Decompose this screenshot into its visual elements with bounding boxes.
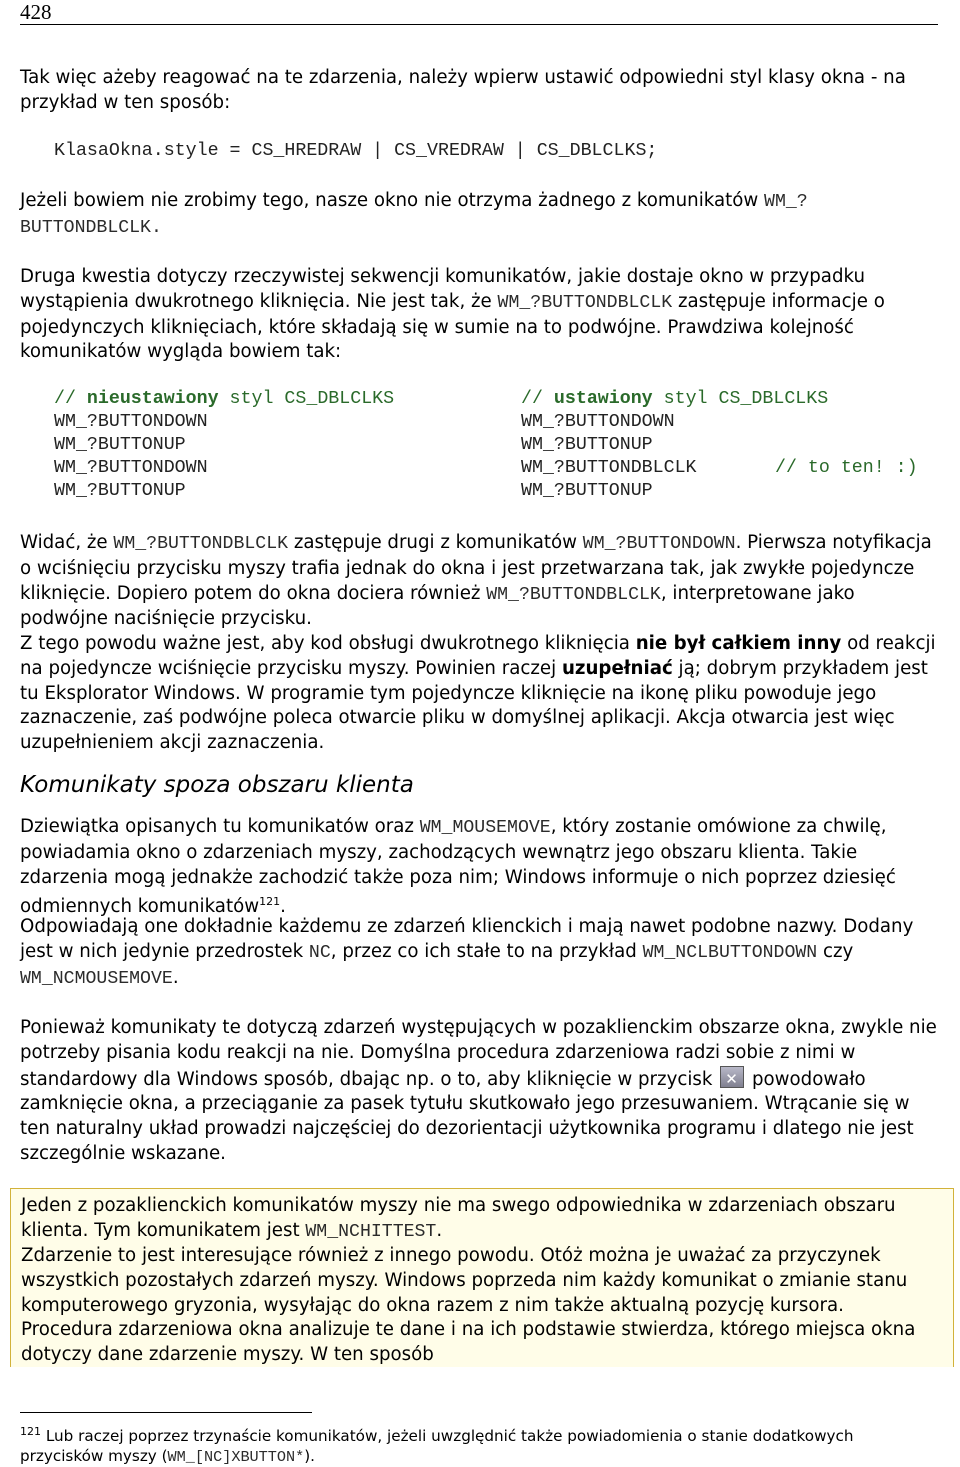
p4-b: zastępuje drugi z komunikatów — [288, 532, 583, 553]
note-paragraph-2: Zdarzenie to jest interesujące również z innego powodu. Otóż można je uważać za przyczynek wszystkich pozostałych zdarzeń myszy. Windows poprzeda nim każdy komunikat o zmianie stanu komputerowego gryzonia, wysyłając do okna razem z nim także aktualną pozycję kursora. Procedura zdarzeniowa okna analizuje te dane i na ich podstawie stwierdza, którego miejsca okna dotyczy dane zdarzenie myszy. W ten sposób — [21, 1245, 916, 1366]
footnote-b: ). — [304, 1447, 316, 1466]
p6-c: . — [280, 896, 286, 918]
code-left-line: WM_?BUTTONDOWN — [54, 412, 208, 432]
p7-code-1: NC — [308, 942, 331, 963]
p4-code-2: WM_?BUTTONDOWN — [582, 534, 736, 554]
header-rule — [20, 24, 938, 25]
paragraph-nonclient-intro — [20, 815, 940, 920]
footnote-code: WM_[NC]XBUTTON* — [167, 1448, 305, 1467]
p7-code-3: WM_NCMOUSEMOVE — [20, 968, 173, 989]
paragraph-nc-prefix — [20, 915, 940, 991]
p7-code-2: WM_NCLBUTTONDOWN — [642, 942, 818, 963]
p8-a: Ponieważ komunikaty te dotyczą zdarzeń występujących w pozaklienckim obszarze okna, zwykle nie potrzeby pisania kodu reakcji na nie. Domyślna procedura zdarzeniowa radzi sobie z nimi w standardowy dla Windows sposób, dbając np. o to, aby kliknięcie w przycisk — [20, 1017, 937, 1090]
p4-d: , interpretowane jako podwójne naciśnięcie przycisku. — [20, 582, 855, 630]
code-style-line: KlasaOkna.style = CS_HREDRAW | CS_VREDRAW | CS_DBLCLKS; — [54, 141, 658, 161]
note-box — [10, 1188, 954, 1367]
p5-bold-2: uzupełniać — [561, 657, 673, 679]
code-right-comment-suffix: styl CS_DBLCLKS — [652, 389, 829, 409]
footnote-a: Lub raczej poprzez trzynaście komunikatów, jeżeli uwzględnić także powiadomienia o stanie dodatkowych przycisków myszy ( — [20, 1427, 854, 1466]
p7-a: Odpowiadają one dokładnie każdemu ze zdarzeń klienckich i mają nawet podobne nazwy. Dodany jest w nich jedynie przedrostek — [20, 916, 914, 962]
code-right-comment-bold: ustawiony — [553, 389, 653, 409]
p7-c: czy — [817, 940, 854, 962]
p6-code: WM_MOUSEMOVE — [419, 818, 551, 838]
code-right-comment-prefix: // — [521, 389, 554, 409]
note-p1-b: . — [436, 1219, 443, 1241]
p6-b: , który zostanie omówione za chwilę, powiadamia okno o zdarzeniach myszy, zachodzących wewnątrz jego obszaru klienta. Takie zdarzenia mogą jednakże zachodzić także poza nim; Windows informuje o nich poprzez dziesięć odmiennych komunikatów — [20, 816, 896, 918]
code-left-comment-suffix: styl CS_DBLCLKS — [218, 389, 395, 409]
note-paragraph-1 — [21, 1194, 941, 1245]
page-number: 428 — [20, 0, 52, 24]
code-left-comment-bold: nieustawiony — [86, 389, 219, 409]
p7-b: , przez co ich stałe to na przykład — [330, 940, 643, 962]
code-right-line: WM_?BUTTONUP — [521, 435, 653, 455]
note-p1-a: Jeden z pozaklienckich komunikatów myszy nie ma swego odpowiednika w zdarzeniach obszaru klienta. Tym komunikatem jest — [21, 1195, 896, 1241]
paragraph-no-style — [20, 189, 940, 241]
code-left-comment-prefix: // — [54, 389, 87, 409]
p7-d: . — [172, 966, 179, 988]
p3-b: zastępuje informacje o pojedynczych kliknięciach, które składają się w sumie na to podwójne. Prawdziwa kolejność komunikatów wygląda bowiem tak: — [20, 290, 885, 363]
code-right-line: WM_?BUTTONDOWN — [521, 412, 675, 432]
code-left-line: WM_?BUTTONUP — [54, 481, 186, 501]
paragraph-intro: Tak więc ażeby reagować na te zdarzenia, należy wpierw ustawić odpowiedni styl klasy okna - na przykład w ten sposób: — [20, 67, 906, 113]
code-right-joke-comment: // to ten! :) — [775, 458, 918, 478]
code-left-comment — [54, 388, 394, 411]
p4-code-3: WM_?BUTTONDBLCLK — [486, 584, 661, 605]
p5-bold-1: nie był całkiem inny — [635, 633, 842, 654]
p3-code: WM_?BUTTONDBLCLK — [497, 292, 673, 313]
p4-c: . Pierwsza notyfikacja o wciśnięciu przycisku myszy trafia jednak do okna i jest przetwarzana tak, jak zwykłe pojedyncze kliknięcie. Dopiero potem do okna dociera również — [20, 532, 932, 604]
code-right-line: WM_?BUTTONDBLCLK — [521, 458, 697, 478]
p5-c: ją; dobrym przykładem jest tu Eksplorator Windows. W programie tym pojedyncze kliknięcie na ikonę pliku powoduje jego zaznaczenie, zaś podwójne poleca otwarcie pliku w domyślnej aplikacji. Akcja otwarcia jest więc uzupełnieniem akcji zaznaczenia. — [20, 657, 928, 754]
p5-a: Z tego powodu ważne jest, aby kod obsługi dwukrotnego kliknięcia — [20, 633, 636, 654]
note-code: WM_NCHITTEST — [305, 1221, 437, 1242]
p2-text: Jeżeli bowiem nie zrobimy tego, nasze okno nie otrzyma żadnego z komunikatów — [20, 190, 759, 211]
p4-a: Widać, że — [20, 532, 114, 553]
code-right-line: WM_?BUTTONUP — [521, 481, 653, 501]
p3-a: Druga kwestia dotyczy rzeczywistej sekwencji komunikatów, jakie dostaje okno w przypadku wystąpienia dwukrotnego kliknięcia. Nie jest tak, że — [20, 266, 865, 312]
paragraph-dblclk-replaces — [20, 531, 940, 632]
section-heading: Komunikaty spoza obszaru klienta — [20, 772, 414, 798]
p6-a: Dziewiątka opisanych tu komunikatów oraz — [20, 816, 420, 837]
paragraph-sequence — [20, 265, 940, 365]
p8-b: powodowało zamknięcie okna, a przeciąganie za pasek tytułu skutkowało jego przesuwaniem. Wtrącanie się w ten naturalny układ prowadzi najczęściej do dezorientacji użytkownika programu i dlatego nie jest szczególnie wskazane. — [20, 1068, 914, 1164]
paragraph-default-handling — [20, 1016, 940, 1167]
close-button-icon — [720, 1066, 744, 1088]
p2-code: WM_?BUTTONDBLCLK. — [20, 192, 808, 238]
p4-code-1: WM_?BUTTONDBLCLK — [113, 534, 289, 554]
footnote-ref: 121 — [259, 895, 281, 909]
code-left-line: WM_?BUTTONDOWN — [54, 458, 208, 478]
paragraph-explorer-example — [20, 632, 940, 756]
code-left-line: WM_?BUTTONUP — [54, 435, 186, 455]
footnote-rule — [20, 1412, 312, 1413]
footnote-number: 121 — [20, 1425, 41, 1438]
code-right-comment — [521, 388, 828, 411]
footnote — [20, 1422, 940, 1467]
p5-b: od reakcji na pojedyncze wciśnięcie przycisku myszy. Powinien raczej — [20, 633, 936, 679]
